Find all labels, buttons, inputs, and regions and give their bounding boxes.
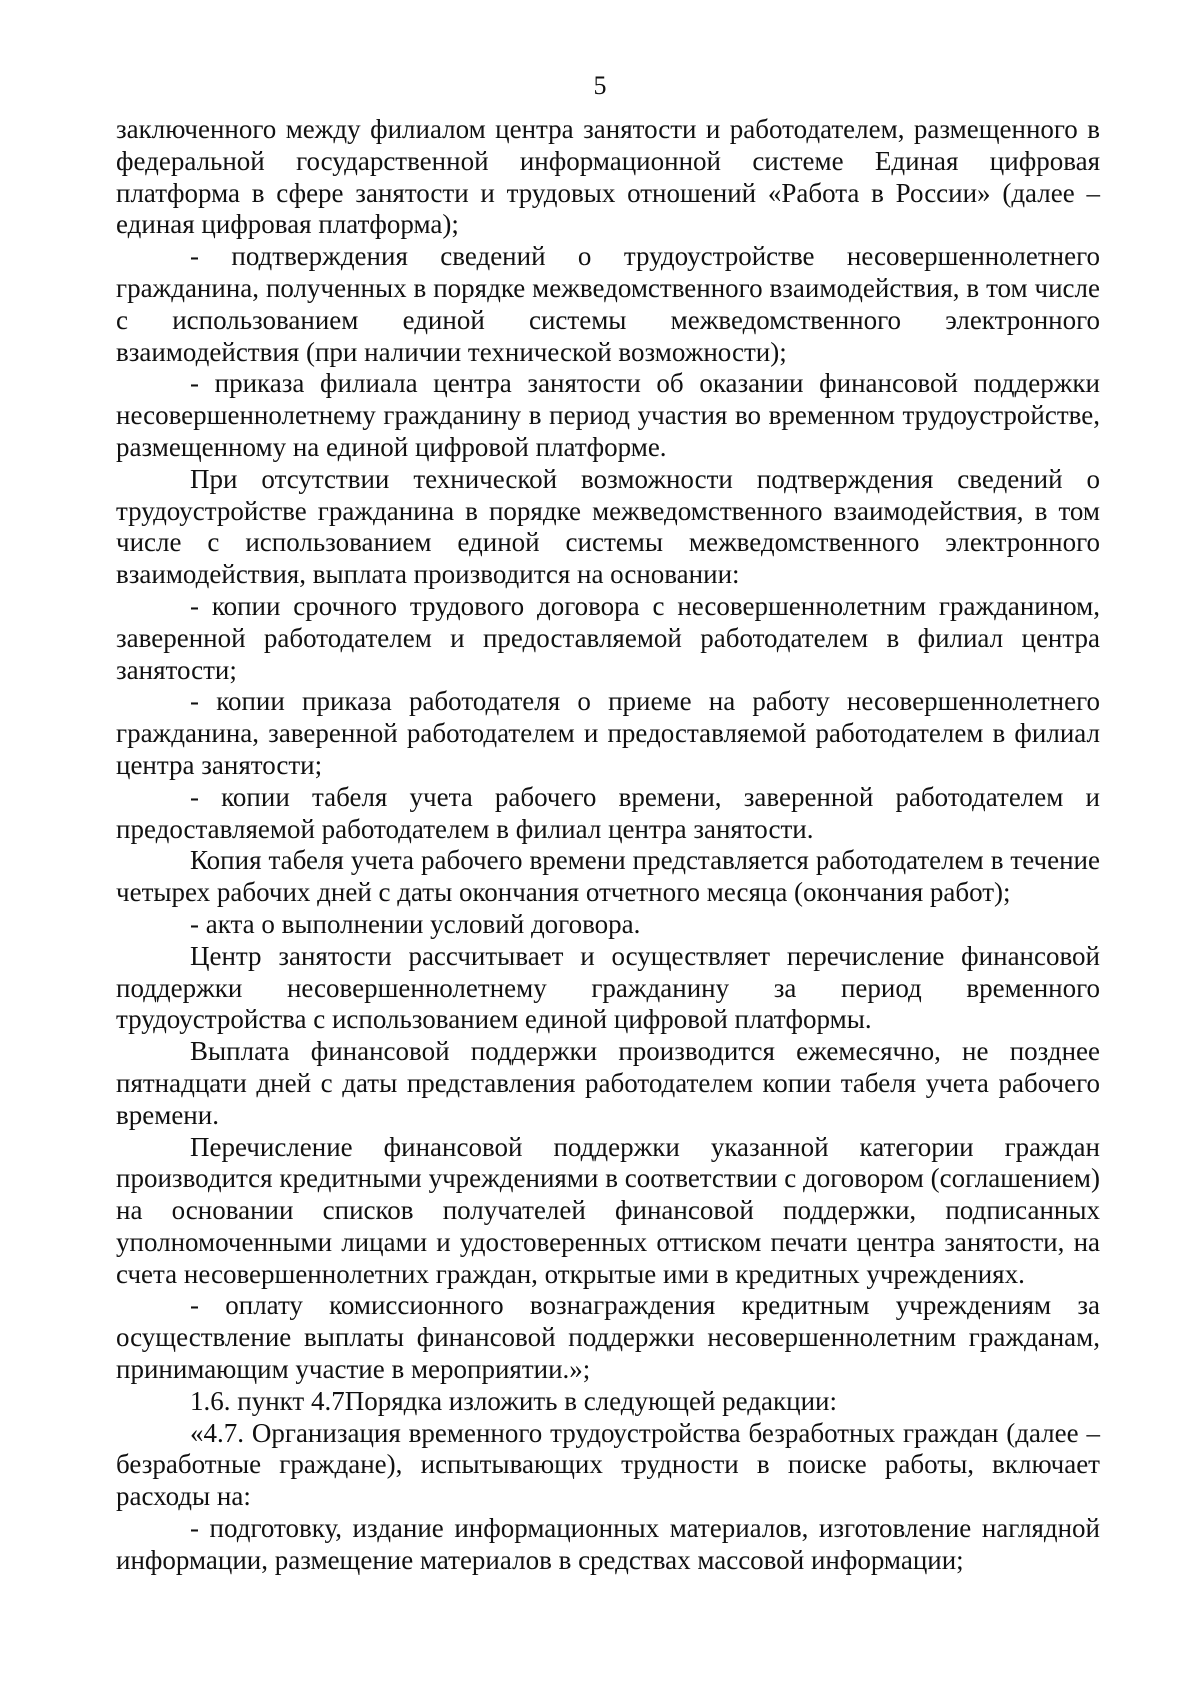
paragraph: - приказа филиала центра занятости об оказании финансовой поддержки несовершеннолетнему гражданину в период участия во временном трудоустройстве, размещенному на единой цифровой платформе. bbox=[116, 368, 1100, 462]
paragraph: - копии приказа работодателя о приеме на работу несовершеннолетнего гражданина, заверенной работодателем и предоставляемой работодателем в филиал центра занятости; bbox=[116, 686, 1100, 780]
paragraph: При отсутствии технической возможности подтверждения сведений о трудоустройстве гражданина в порядке межведомственного взаимодействия, в том числе с использованием единой системы межведомственного электронного взаимодействия, выплата производится на основании: bbox=[116, 463, 1100, 590]
paragraph: - копии срочного трудового договора с несовершеннолетним гражданином, заверенной работодателем и предоставляемой работодателем в филиал центра занятости; bbox=[116, 590, 1100, 685]
paragraph: Копия табеля учета рабочего времени представляется работодателем в течение четырех рабочих дней с даты окончания отчетного месяца (окончания работ); bbox=[116, 845, 1100, 908]
document-body bbox=[116, 114, 1100, 1577]
page-number: 5 bbox=[593, 71, 607, 100]
paragraph: - оплату комиссионного вознаграждения кредитным учреждениям за осуществление выплаты финансовой поддержки несовершеннолетним гражданам, принимающим участие в мероприятии.»; bbox=[116, 1290, 1100, 1385]
paragraph: заключенного между филиалом центра занятости и работодателем, размещенного в федеральной государственной информационной системе Единая цифровая платформа в сфере занятости и трудовых отношений «Работа в России» (далее – единая цифровая платформа); bbox=[116, 114, 1100, 240]
paragraph: Выплата финансовой поддержки производится ежемесячно, не позднее пятнадцати дней с даты представления работодателем копии табеля учета рабочего времени. bbox=[116, 1036, 1100, 1130]
paragraph: 1.6. пункт 4.7Порядка изложить в следующей редакции: bbox=[190, 1385, 837, 1416]
paragraph: - подтверждения сведений о трудоустройстве несовершеннолетнего гражданина, полученных в порядке межведомственного взаимодействия, в том числе с использованием единой системы межведомственного электронного взаимодействия (при наличии технической возможности); bbox=[116, 241, 1100, 367]
paragraph: Перечисление финансовой поддержки указанной категории граждан производится кредитными учреждениями в соответствии с договором (соглашением) на основании списков получателей финансовой поддержки, подписанных уполномоченными лицами и удостоверенных оттиском печати центра занятости, на счета несовершеннолетних граждан, открытые ими в кредитных учреждениях. bbox=[116, 1131, 1100, 1289]
paragraph: Центр занятости рассчитывает и осуществляет перечисление финансовой поддержки несовершеннолетнему гражданину за период временного трудоустройства с использованием единой цифровой платформы. bbox=[116, 940, 1100, 1035]
paragraph: - подготовку, издание информационных материалов, изготовление наглядной информации, размещение материалов в средствах массовой информации; bbox=[116, 1513, 1100, 1575]
paragraph: «4.7. Организация временного трудоустройства безработных граждан (далее – безработные граждане), испытывающих трудности в поиске работы, включает расходы на: bbox=[116, 1417, 1100, 1512]
paragraph: - акта о выполнении условий договора. bbox=[190, 908, 641, 939]
paragraph: - копии табеля учета рабочего времени, заверенной работодателем и предоставляемой работодателем в филиал центра занятости. bbox=[116, 781, 1100, 844]
